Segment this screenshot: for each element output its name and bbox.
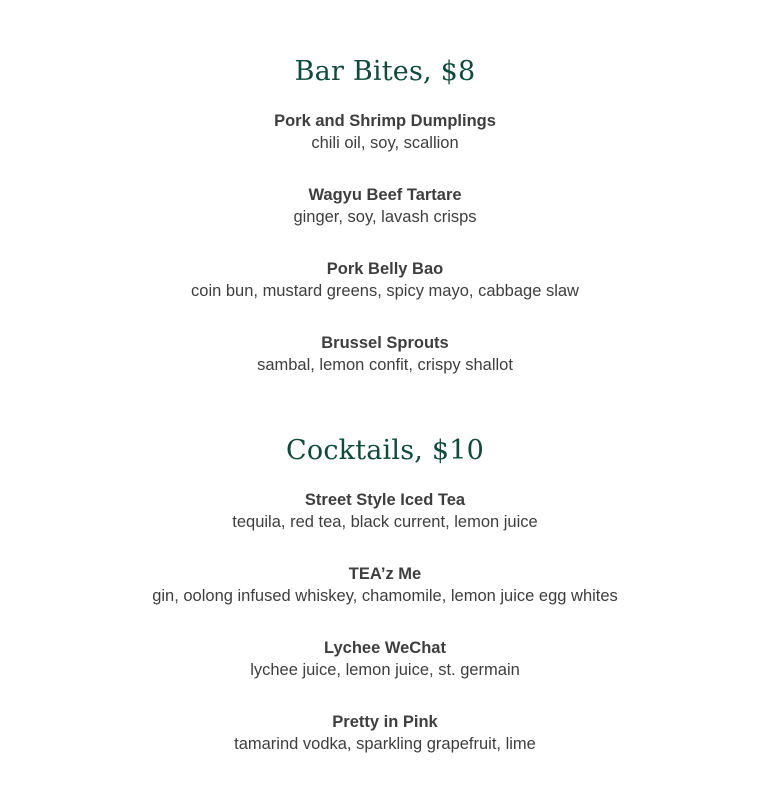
item-description: ginger, soy, lavash crisps bbox=[293, 208, 477, 226]
item-name: TEA’z Me bbox=[348, 565, 422, 583]
menu-item bbox=[0, 711, 770, 755]
menu-item bbox=[0, 184, 770, 228]
item-name: Pork Belly Bao bbox=[326, 260, 444, 278]
item-description: tamarind vodka, sparkling grapefruit, lime bbox=[234, 735, 536, 753]
menu-item bbox=[0, 563, 770, 607]
menu-item bbox=[0, 332, 770, 376]
item-description: chili oil, soy, scallion bbox=[311, 134, 459, 152]
item-name: Lychee WeChat bbox=[324, 639, 446, 657]
item-name: Brussel Sprouts bbox=[321, 334, 449, 352]
item-description: lychee juice, lemon juice, st. germain bbox=[250, 661, 520, 679]
item-description: coin bun, mustard greens, spicy mayo, cabbage slaw bbox=[191, 282, 579, 300]
item-name: Street Style Iced Tea bbox=[304, 491, 466, 509]
item-name: Pretty in Pink bbox=[332, 713, 438, 731]
item-description: gin, oolong infused whiskey, chamomile, lemon juice egg whites bbox=[152, 587, 618, 605]
item-name: Wagyu Beef Tartare bbox=[308, 186, 462, 204]
menu-item bbox=[0, 637, 770, 681]
item-name: Pork and Shrimp Dumplings bbox=[274, 112, 496, 130]
menu-item bbox=[0, 489, 770, 533]
item-description: tequila, red tea, black current, lemon juice bbox=[232, 513, 538, 531]
menu-item bbox=[0, 258, 770, 302]
item-description: sambal, lemon confit, crispy shallot bbox=[257, 356, 513, 374]
section-title: Bar Bites, $8 bbox=[294, 56, 476, 87]
menu-item bbox=[0, 110, 770, 154]
section-title: Cocktails, $10 bbox=[286, 435, 484, 466]
